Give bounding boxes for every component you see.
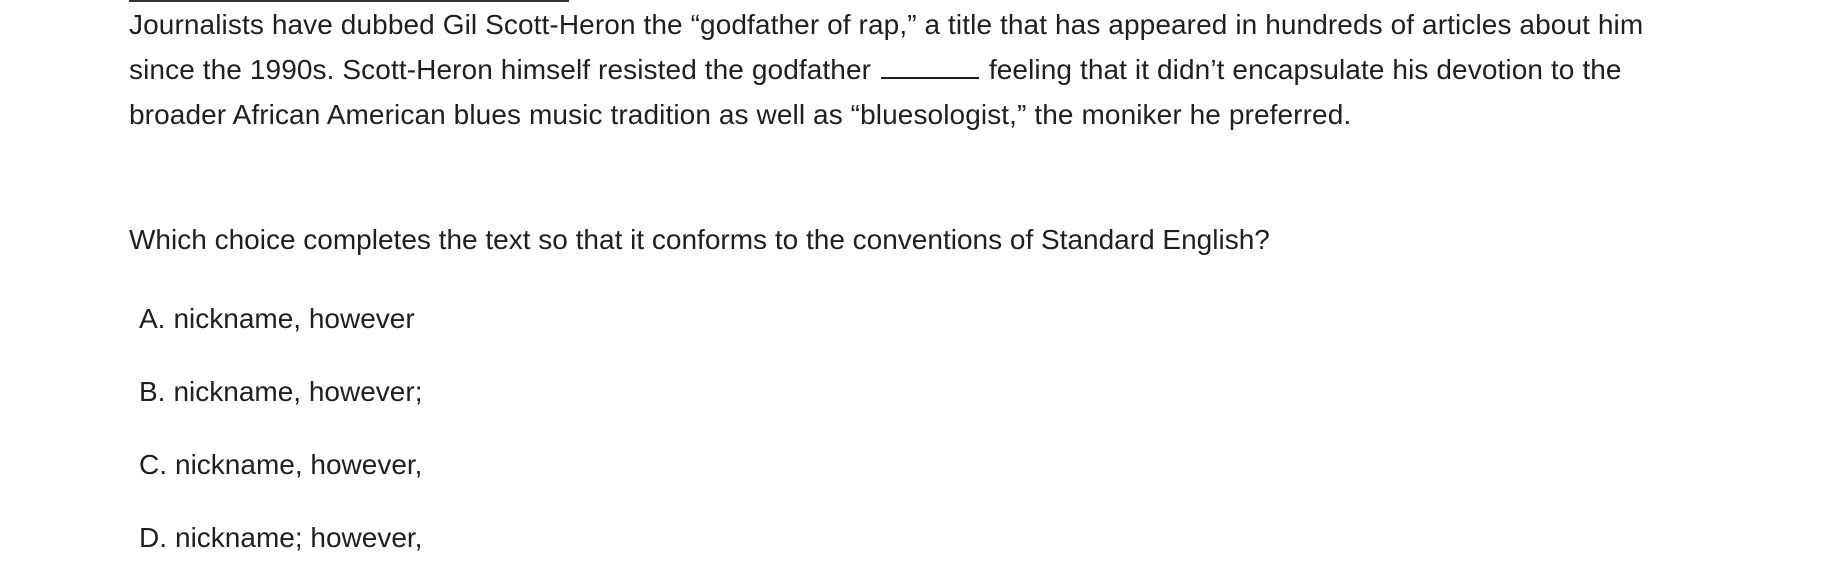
choice-letter: B. — [139, 375, 166, 407]
answer-choice-d[interactable] — [139, 501, 422, 574]
choice-text: nickname; however, — [175, 521, 423, 553]
answer-choices — [139, 282, 422, 574]
choice-letter: D. — [139, 521, 167, 553]
choice-letter: A. — [139, 302, 166, 334]
fill-in-blank — [881, 47, 979, 79]
passage-after-blank: feeling that it didn’t encapsulate his devotion to the broader African American blues music tradition as well as “bluesologist,” the moniker he preferred. — [129, 54, 1622, 130]
choice-text: nickname, however — [173, 302, 415, 334]
answer-choice-b[interactable] — [139, 355, 422, 428]
passage-before-blank: Journalists have dubbed Gil Scott-Heron the “godfather of rap,” a title that has appeared in hundreds of articles about him since the 1990s. Scott-Heron himself resisted the godfather — [129, 9, 1644, 85]
answer-choice-c[interactable] — [139, 428, 422, 501]
choice-text: nickname, however, — [175, 448, 423, 480]
choice-letter: C. — [139, 448, 167, 480]
answer-choice-a[interactable] — [139, 282, 422, 355]
question-prompt: Which choice completes the text so that it conforms to the conventions of Standard English? — [129, 224, 1270, 255]
choice-text: nickname, however; — [173, 375, 423, 407]
passage-text — [129, 2, 1689, 137]
